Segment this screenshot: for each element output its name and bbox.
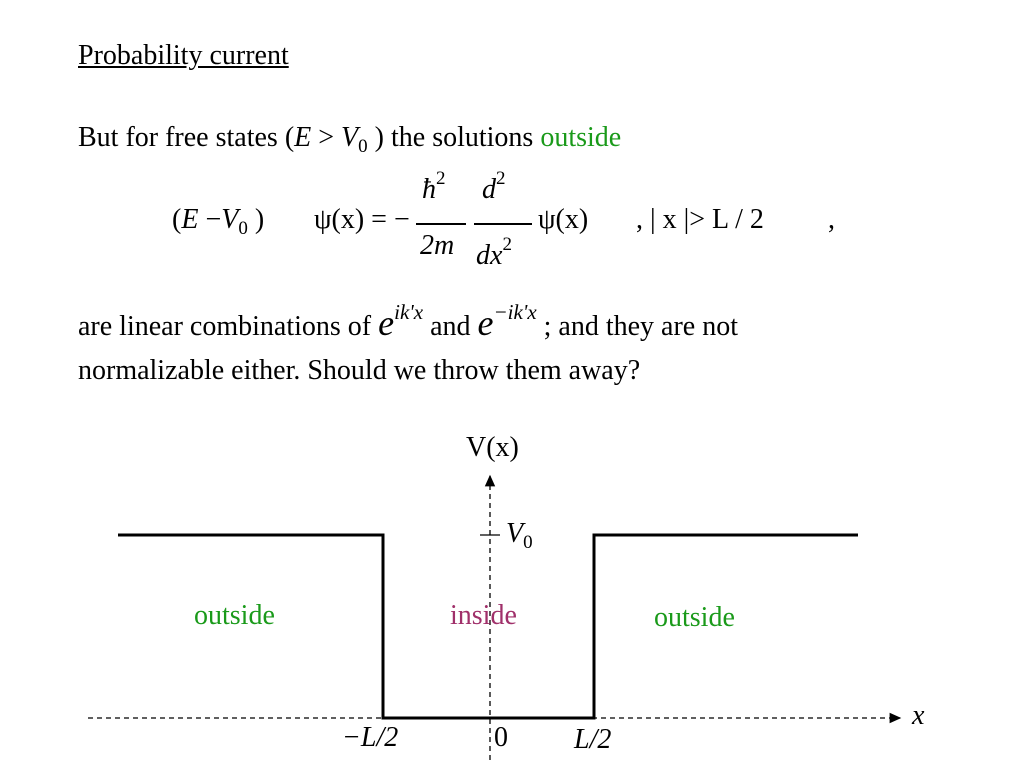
- v0-label-symbol: V: [506, 518, 524, 549]
- slide-title: Probability current: [78, 40, 289, 71]
- intro-potential: V: [341, 122, 359, 153]
- intro-greater: >: [311, 122, 342, 153]
- y-axis-label: V(x): [466, 432, 519, 463]
- equation-trailing-comma: ,: [828, 204, 835, 235]
- x-axis-label: [912, 700, 924, 732]
- eq-d-sup: 2: [496, 168, 506, 189]
- eq-dx: dx: [476, 240, 503, 271]
- eq-dx-sup: 2: [502, 234, 512, 255]
- v0-label-sub: 0: [523, 532, 533, 553]
- exp-minus-exponent: −ik'x: [493, 300, 537, 324]
- eq-open-paren: (: [172, 204, 182, 235]
- eq-hbar: ħ: [422, 174, 436, 205]
- tick-left-label: [342, 722, 398, 754]
- equation-condition: , | x |> L / 2: [636, 204, 764, 235]
- exp-minus-base: e: [477, 303, 494, 343]
- eq-potential: V: [221, 204, 239, 235]
- eq-close-paren: ): [247, 204, 265, 235]
- region-right-label: outside: [654, 602, 735, 633]
- equation-psi-lhs: ψ(x) = −: [314, 204, 410, 235]
- eq-minus: −: [198, 204, 222, 235]
- combination-and: and: [423, 311, 478, 342]
- x-axis-label-text: x: [912, 700, 925, 731]
- intro-potential-sub: 0: [358, 136, 368, 157]
- intro-outside-word: outside: [540, 122, 622, 153]
- region-left-label: outside: [194, 600, 275, 631]
- region-center-label: inside: [450, 600, 517, 631]
- combination-text-2: ; and they are not: [536, 311, 739, 342]
- tick-left-text: −L/2: [342, 722, 399, 753]
- intro-energy: E: [294, 122, 312, 153]
- eq-potential-sub: 0: [238, 218, 248, 239]
- tick-right-label: [574, 724, 611, 756]
- v0-label: [506, 518, 533, 554]
- eq-hbar-sup: 2: [436, 168, 446, 189]
- combination-text-1: are linear combinations of: [78, 311, 379, 342]
- intro-text-before: But for free states (: [78, 122, 295, 153]
- exp-plus-base: e: [378, 303, 395, 343]
- eq-two-m: 2m: [420, 230, 455, 261]
- equation-psi-rhs: ψ(x): [538, 204, 589, 235]
- eq-energy: E: [181, 204, 199, 235]
- intro-text-after: ) the solutions: [367, 122, 541, 153]
- exp-plus-exponent: ik'x: [394, 300, 424, 324]
- combination-line-2: normalizable either. Should we throw them away?: [78, 355, 641, 386]
- eq-d: d: [482, 174, 496, 205]
- tick-zero-label: 0: [494, 722, 508, 753]
- tick-right-text: L/2: [574, 724, 612, 755]
